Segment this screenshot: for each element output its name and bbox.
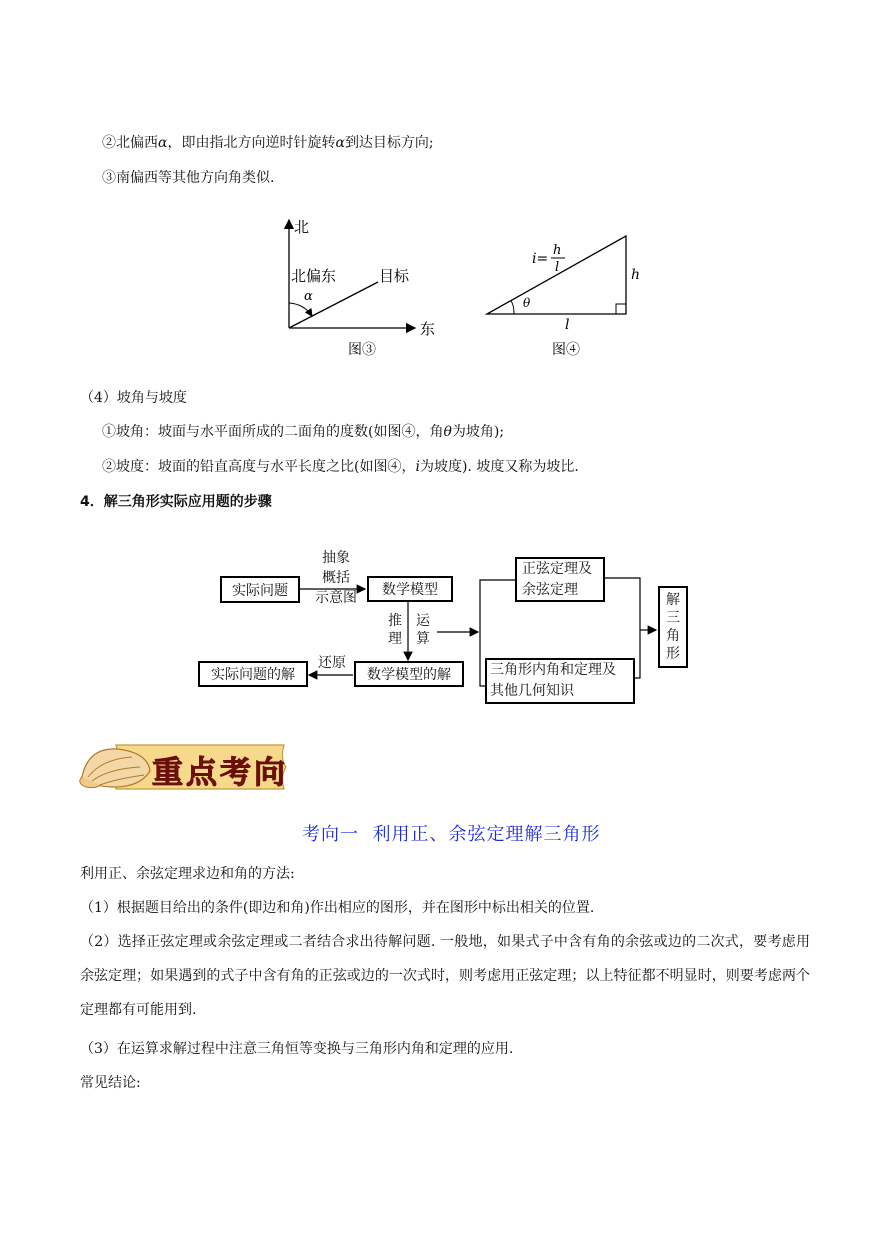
- north-label: 北: [294, 218, 310, 236]
- compute-label-char: 算: [416, 631, 430, 647]
- solve-char: 三: [666, 610, 680, 626]
- triangle-sum-box: [485, 658, 635, 704]
- abstract-label-line: 概括: [322, 570, 350, 586]
- topic-paragraph-1: （1）根据题目给出的条件(即边和角)作出相应的图形，并在图形中标出相关的位置.: [80, 900, 595, 916]
- theta-label: θ: [523, 296, 531, 310]
- h-side-label: h: [631, 267, 640, 283]
- topic-intro: 利用正、余弦定理求边和角的方法:: [80, 866, 295, 882]
- alpha-symbol: α: [158, 135, 168, 151]
- theta-symbol: θ: [443, 424, 452, 440]
- direction-label: 北偏东: [291, 267, 337, 285]
- slope-text: 为坡度). 坡度又称为坡比.: [419, 459, 579, 475]
- i-symbol: i: [415, 459, 420, 475]
- intro-text: 到达目标方向;: [344, 135, 434, 151]
- sine-cosine-line: 余弦定理: [522, 581, 578, 598]
- sine-cosine-line: 正弦定理及: [522, 560, 592, 577]
- math-model-box: 数学模型: [367, 576, 453, 602]
- solve-char: 解: [666, 592, 680, 608]
- triangle-sum-line: 其他几何知识: [490, 683, 574, 699]
- solve-char: 形: [666, 646, 680, 662]
- l-side-label: l: [565, 317, 570, 333]
- slope-title: （4）坡角与坡度: [80, 390, 187, 406]
- alpha-label: α: [304, 289, 313, 304]
- l-denominator: l: [555, 260, 560, 275]
- intro-text: ②北偏西: [102, 135, 158, 151]
- abstract-label-line: 示意图: [315, 590, 357, 606]
- alpha-symbol: α: [335, 135, 345, 151]
- slope-text: ①坡角：坡面与水平面所成的二面角的度数(如图④，角: [102, 424, 444, 440]
- compute-label: [416, 612, 430, 648]
- common-conclusions-label: 常见结论:: [80, 1075, 141, 1091]
- restore-label: 还原: [318, 655, 346, 671]
- solve-triangle-box: [658, 586, 688, 668]
- abstract-label-line: 抽象: [322, 550, 350, 566]
- real-solution-box: 实际问题的解: [198, 661, 308, 687]
- compute-label-char: 运: [416, 613, 430, 629]
- figure-3-caption: 图③: [348, 342, 376, 358]
- banner-text: 重点考向: [152, 755, 288, 791]
- topic-paragraph-3: （3）在运算求解过程中注意三角恒等变换与三角形内角和定理的应用.: [80, 1041, 514, 1057]
- topic-paragraph-2: （2）选择正弦定理或余弦定理或二者结合求出待解问题. 一般地，如果式子中含有角的余弦或边的二次式，要考虑用余弦定理；如果遇到的式子中含有角的正弦或边的一次式时，则考虑用正弦定理；以上特征都不明显时，则要考虑两个定理都有可能用到.: [80, 934, 810, 1018]
- east-label: 东: [420, 320, 436, 338]
- h-numerator: h: [553, 243, 562, 258]
- triangle-sum-line: 三角形内角和定理及: [490, 662, 616, 678]
- math-solution-box: 数学模型的解: [354, 661, 464, 687]
- topic-title: 考向一 利用正、余弦定理解三角形: [302, 824, 601, 845]
- intro-text: ，即由指北方向逆时针旋转: [167, 135, 336, 151]
- figure-4-caption: 图④: [552, 342, 580, 358]
- section-4-title: 4．解三角形实际应用题的步骤: [80, 494, 272, 510]
- i-label: i=: [532, 251, 549, 267]
- solve-char: 角: [666, 628, 680, 644]
- reason-label-char: 推: [388, 613, 402, 629]
- key-topics-banner: [78, 737, 288, 795]
- slope-text: 为坡角);: [451, 424, 505, 440]
- reason-label-char: 理: [388, 631, 402, 647]
- intro-line-3: ③南偏西等其他方向角类似.: [102, 170, 275, 186]
- sine-cosine-box: [515, 557, 605, 602]
- slope-text: ②坡度：坡面的铅直高度与水平长度之比(如图④，: [102, 459, 416, 475]
- target-label: 目标: [379, 267, 410, 285]
- reason-label: [388, 612, 402, 648]
- abstract-label: [311, 548, 361, 608]
- real-problem-box: 实际问题: [220, 576, 300, 603]
